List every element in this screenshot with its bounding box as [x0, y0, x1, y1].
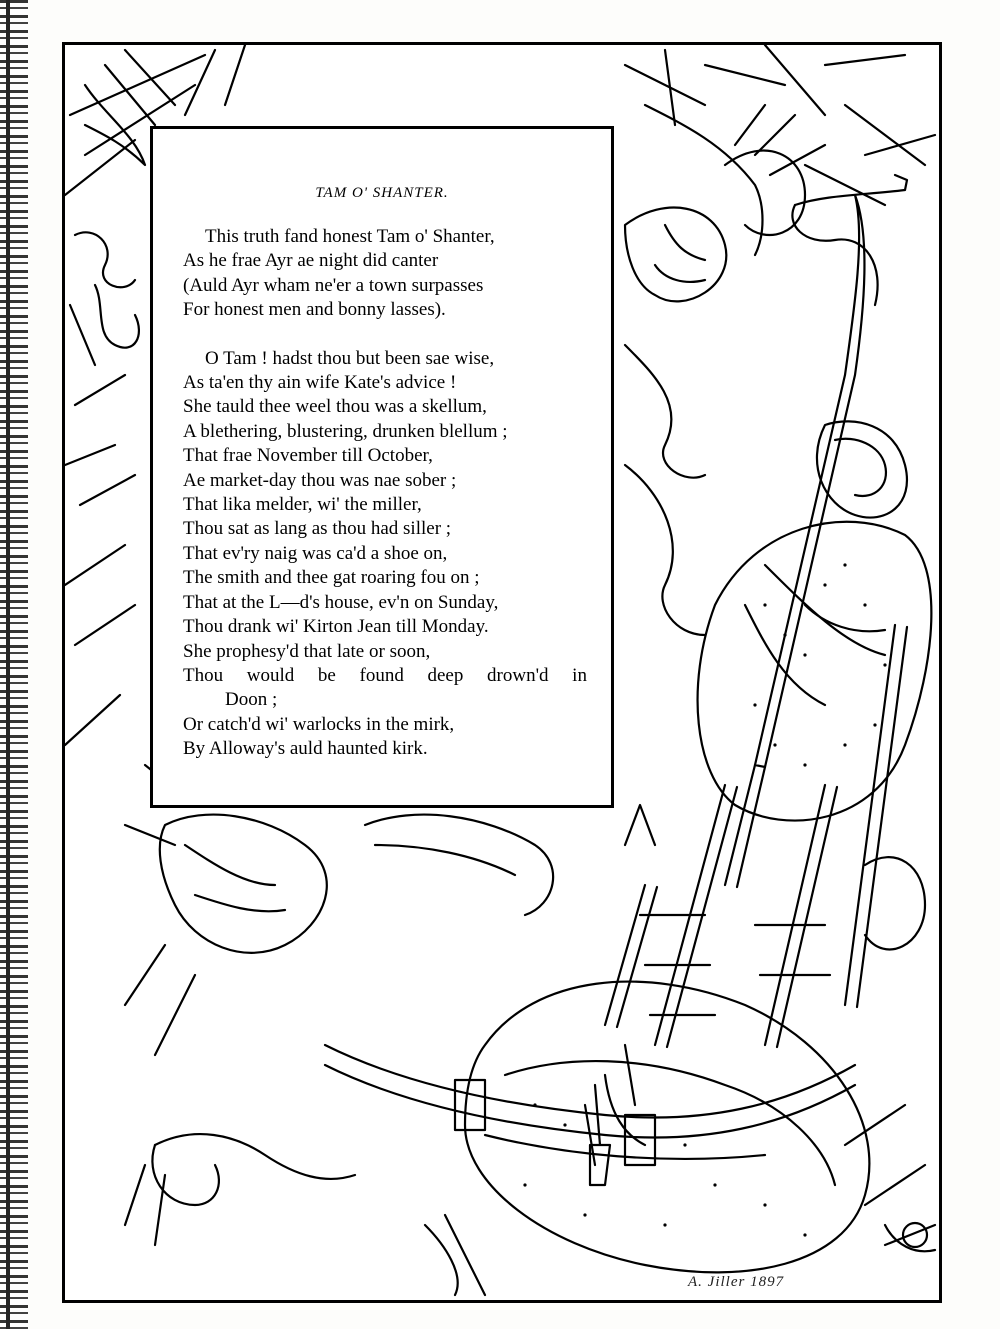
thistle-flower-right [625, 105, 825, 635]
poem-line: Ae market-day thou was nae sober ; [183, 469, 457, 491]
artist-signature: A. Jiller 1897 [688, 1274, 785, 1290]
word: found [359, 664, 404, 686]
sword-illustration [725, 195, 907, 887]
poem-body [183, 225, 587, 786]
word: drown'd [487, 664, 549, 686]
word: would [246, 664, 295, 686]
scanned-page-edge [0, 0, 28, 1329]
lower-right-thistles [845, 857, 935, 1251]
word: be [317, 664, 336, 686]
word: Thou [183, 664, 224, 686]
poem-line: A blethering, blustering, drunken blellum ; [183, 420, 508, 442]
lower-left-scroll [125, 1134, 355, 1245]
bagpipe-bag-upper [698, 522, 932, 821]
poem-line: By Alloway's auld haunted kirk. [183, 738, 428, 760]
poem-text-panel [150, 126, 614, 808]
left-scroll-ribbon [65, 232, 139, 745]
poem-line-justified [183, 664, 587, 688]
bagpipe-drones [605, 625, 907, 1047]
poem-line: That at the L—d's house, ev'n on Sunday, [183, 591, 499, 613]
bagpipe-bag-lower [465, 982, 869, 1273]
poem-line: As he frae Ayr ae night did canter [183, 250, 439, 272]
poem-line: That ev'ry naig was ca'd a shoe on, [183, 542, 448, 564]
stanza-1 [183, 225, 587, 323]
poem-line: This truth fand honest Tam o' Shanter, [205, 226, 495, 247]
poem-line: That lika melder, wi' the miller, [183, 494, 422, 516]
poem-line: The smith and thee gat roaring fou on ; [183, 567, 480, 589]
poem-line: Thou sat as lang as thou had siller ; [183, 518, 452, 540]
poem-line: Or catch'd wi' warlocks in the mirk, [183, 713, 455, 735]
poem-line: Thou drank wi' Kirton Jean till Monday. [183, 616, 489, 638]
stanza-2 [183, 347, 587, 762]
poem-title: TAM O' SHANTER. [315, 185, 449, 201]
poem-line: She tauld thee weel thou was a skellum, [183, 396, 487, 418]
poem-line: That frae November till October, [183, 445, 433, 467]
ribbon-top-right [792, 175, 907, 305]
lower-left-foliage [125, 765, 553, 1055]
poem-line-continuation: Doon ; [225, 689, 278, 711]
poem-line: O Tam ! hadst thou but been sae wise, [205, 347, 495, 369]
bagpipe-tassel [425, 1085, 610, 1295]
word: deep [427, 664, 464, 686]
word: in [572, 664, 587, 686]
poem-line: As ta'en thy ain wife Kate's advice ! [183, 372, 457, 394]
poem-line: For honest men and bonny lasses). [183, 299, 446, 321]
poem-line: (Auld Ayr wham ne'er a town surpasses [183, 274, 484, 296]
poem-line: She prophesy'd that late or soon, [183, 640, 431, 662]
